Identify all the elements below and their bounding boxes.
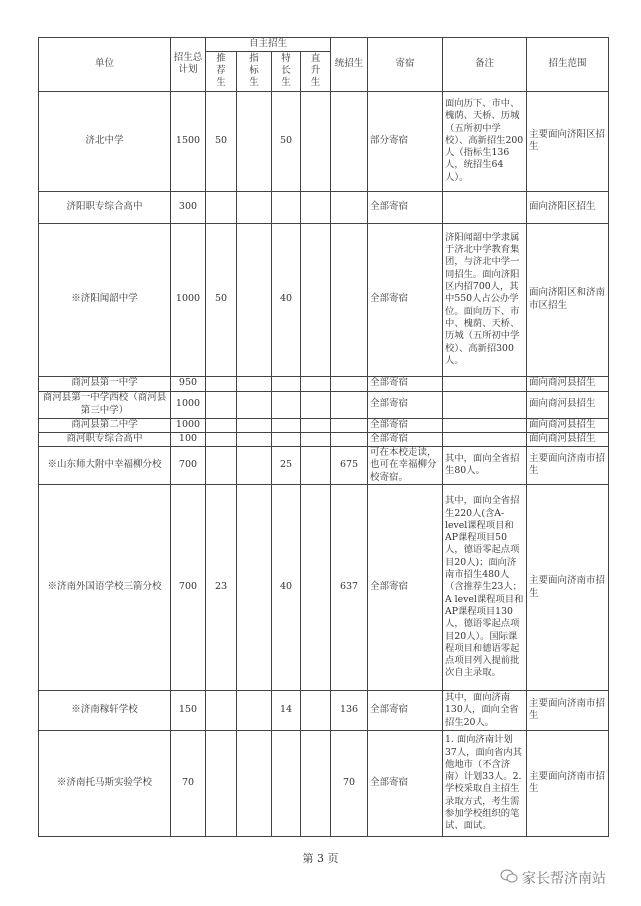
cell-quota	[237, 446, 272, 485]
cell-unit: 商河职专综合高中	[39, 432, 171, 446]
cell-unified: 136	[331, 691, 368, 731]
cell-unit: 济北中学	[39, 91, 171, 191]
header-scope: 招生范围	[527, 38, 609, 92]
cell-boarding: 全部寄宿	[368, 376, 443, 391]
cell-direct	[301, 191, 331, 223]
wechat-icon	[500, 869, 518, 887]
cell-direct	[301, 691, 331, 731]
cell-total: 1500	[171, 91, 206, 191]
cell-quota	[237, 432, 272, 446]
cell-boarding: 全部寄宿	[368, 691, 443, 731]
cell-note: 1. 面向济南计划37人，面向省内其他地市（不含济南）计划33人。2. 学校采取自主招生录取方式，考生需参加学校组织的笔试、面试。	[443, 730, 527, 836]
cell-recommend	[206, 376, 237, 391]
cell-unit: 济阳职专综合高中	[39, 191, 171, 223]
cell-quota	[237, 418, 272, 432]
cell-recommend	[206, 446, 237, 485]
cell-quota	[237, 485, 272, 691]
cell-unified	[331, 376, 368, 391]
cell-unit: 商河县第一中学西校（商河县第三中学）	[39, 391, 171, 418]
header-direct: 直升生	[310, 53, 321, 88]
cell-note: 其中，面向全省招生80人。	[443, 446, 527, 485]
cell-scope: 主要面向济南市招生	[527, 485, 609, 691]
cell-total: 300	[171, 191, 206, 223]
cell-special: 40	[272, 485, 301, 691]
table-row	[39, 432, 609, 446]
table-row	[39, 691, 609, 731]
cell-direct	[301, 446, 331, 485]
watermark	[500, 868, 606, 888]
cell-special	[272, 191, 301, 223]
header-boarding: 寄宿	[368, 38, 443, 92]
table-row	[39, 91, 609, 191]
cell-recommend	[206, 730, 237, 836]
cell-unit: 商河县第二中学	[39, 418, 171, 432]
cell-unit: ※济南托马斯实验学校	[39, 730, 171, 836]
cell-recommend	[206, 432, 237, 446]
cell-special	[272, 376, 301, 391]
cell-total: 150	[171, 691, 206, 731]
cell-special: 50	[272, 91, 301, 191]
cell-boarding: 全部寄宿	[368, 485, 443, 691]
cell-direct	[301, 376, 331, 391]
cell-direct	[301, 223, 331, 376]
cell-recommend: 50	[206, 223, 237, 376]
cell-special	[272, 730, 301, 836]
cell-scope: 面向济阳区招生	[527, 191, 609, 223]
cell-boarding: 全部寄宿	[368, 418, 443, 432]
table-row	[39, 223, 609, 376]
cell-note	[443, 432, 527, 446]
cell-recommend	[206, 691, 237, 731]
cell-quota	[237, 391, 272, 418]
watermark-text: 家长帮济南站	[522, 871, 606, 887]
cell-unit: ※济南稼轩学校	[39, 691, 171, 731]
cell-scope: 主要面向济南市招生	[527, 730, 609, 836]
cell-scope: 主要面向济阳区招生	[527, 91, 609, 191]
cell-total: 100	[171, 432, 206, 446]
cell-special	[272, 391, 301, 418]
cell-boarding: 全部寄宿	[368, 391, 443, 418]
cell-unit: 商河县第一中学	[39, 376, 171, 391]
cell-scope: 主要面向济南市招生	[527, 691, 609, 731]
cell-total: 1000	[171, 418, 206, 432]
table-row	[39, 485, 609, 691]
header-special: 特长生	[281, 53, 291, 88]
cell-recommend	[206, 191, 237, 223]
cell-special	[272, 432, 301, 446]
table-row	[39, 376, 609, 391]
cell-recommend: 23	[206, 485, 237, 691]
cell-scope: 面向商河县招生	[527, 418, 609, 432]
cell-note: 面向历下、市中、槐荫、天桥、历城（五所初中学校）、高新招生200 人（指标生136 人，统招生64人）。	[443, 91, 527, 191]
cell-unified	[331, 223, 368, 376]
cell-quota	[237, 223, 272, 376]
cell-boarding: 全部寄宿	[368, 432, 443, 446]
cell-scope: 主要面向济南市招生	[527, 446, 609, 485]
header-unit: 单位	[39, 38, 171, 92]
cell-unified: 637	[331, 485, 368, 691]
cell-note	[443, 376, 527, 391]
cell-unified	[331, 391, 368, 418]
table-row	[39, 446, 609, 485]
cell-special: 14	[272, 691, 301, 731]
cell-scope: 面向商河县招生	[527, 376, 609, 391]
page-number: 第 3 页	[302, 852, 339, 865]
cell-unit: ※济南外国语学校三箭分校	[39, 485, 171, 691]
header-note: 备注	[443, 38, 527, 92]
cell-boarding: 可在本校走读，也可在幸福柳分校寄宿。	[368, 446, 443, 485]
cell-special	[272, 418, 301, 432]
cell-total: 950	[171, 376, 206, 391]
cell-total: 70	[171, 730, 206, 836]
cell-recommend	[206, 418, 237, 432]
header-unified: 统招生	[331, 38, 368, 92]
cell-unified: 675	[331, 446, 368, 485]
cell-note	[443, 191, 527, 223]
cell-unit: ※山东师大附中幸福柳分校	[39, 446, 171, 485]
cell-scope: 面向商河县招生	[527, 391, 609, 418]
cell-direct	[301, 391, 331, 418]
cell-direct	[301, 485, 331, 691]
cell-unit: ※济阳闻韶中学	[39, 223, 171, 376]
cell-direct	[301, 91, 331, 191]
cell-recommend	[206, 391, 237, 418]
cell-quota	[237, 730, 272, 836]
table-row	[39, 391, 609, 418]
cell-total: 700	[171, 485, 206, 691]
cell-scope: 面向商河县招生	[527, 432, 609, 446]
cell-direct	[301, 730, 331, 836]
cell-note: 济阳闻韶中学隶属于济北中学教育集团，与济北中学一同招生。面向济阳区内招700人，其中550人占公办学位。面向历下、市中、槐荫、天桥、历城（五所初中学校）、高新招300人。	[443, 223, 527, 376]
cell-quota	[237, 376, 272, 391]
cell-unified: 70	[331, 730, 368, 836]
cell-direct	[301, 418, 331, 432]
cell-quota	[237, 691, 272, 731]
cell-special: 40	[272, 223, 301, 376]
cell-note: 其中，面向全省招生220人(含A-level课程项目和AP课程项目50人，德语零起点项目20人)；面向济南市招生480人（含推荐生23人；A level课程项目和AP课程项目130人，德语零起点项目20人）。国际课程项目和德语零起点项目列入提前批次自主录取。	[443, 485, 527, 691]
cell-total: 1000	[171, 391, 206, 418]
header-recommend: 推荐生	[216, 53, 226, 88]
cell-note: 其中，面向济南130人，面向全省招生20人。	[443, 691, 527, 731]
cell-direct	[301, 432, 331, 446]
enrollment-table	[38, 37, 609, 837]
cell-unified	[331, 91, 368, 191]
cell-note	[443, 418, 527, 432]
cell-recommend: 50	[206, 91, 237, 191]
cell-total: 1000	[171, 223, 206, 376]
table-row	[39, 730, 609, 836]
header-quota: 指标生	[249, 53, 259, 88]
cell-total: 700	[171, 446, 206, 485]
cell-note	[443, 391, 527, 418]
cell-unified	[331, 432, 368, 446]
header-total: 招生总计划	[171, 38, 206, 92]
cell-boarding: 全部寄宿	[368, 191, 443, 223]
table-row	[39, 418, 609, 432]
cell-unified	[331, 418, 368, 432]
cell-quota	[237, 91, 272, 191]
table-row	[39, 191, 609, 223]
cell-boarding: 部分寄宿	[368, 91, 443, 191]
cell-scope: 面向济阳区和济南市区招生	[527, 223, 609, 376]
cell-quota	[237, 191, 272, 223]
cell-boarding: 全部寄宿	[368, 730, 443, 836]
cell-special: 25	[272, 446, 301, 485]
cell-boarding: 全部寄宿	[368, 223, 443, 376]
header-self: 自主招生	[206, 38, 331, 52]
cell-unified	[331, 191, 368, 223]
